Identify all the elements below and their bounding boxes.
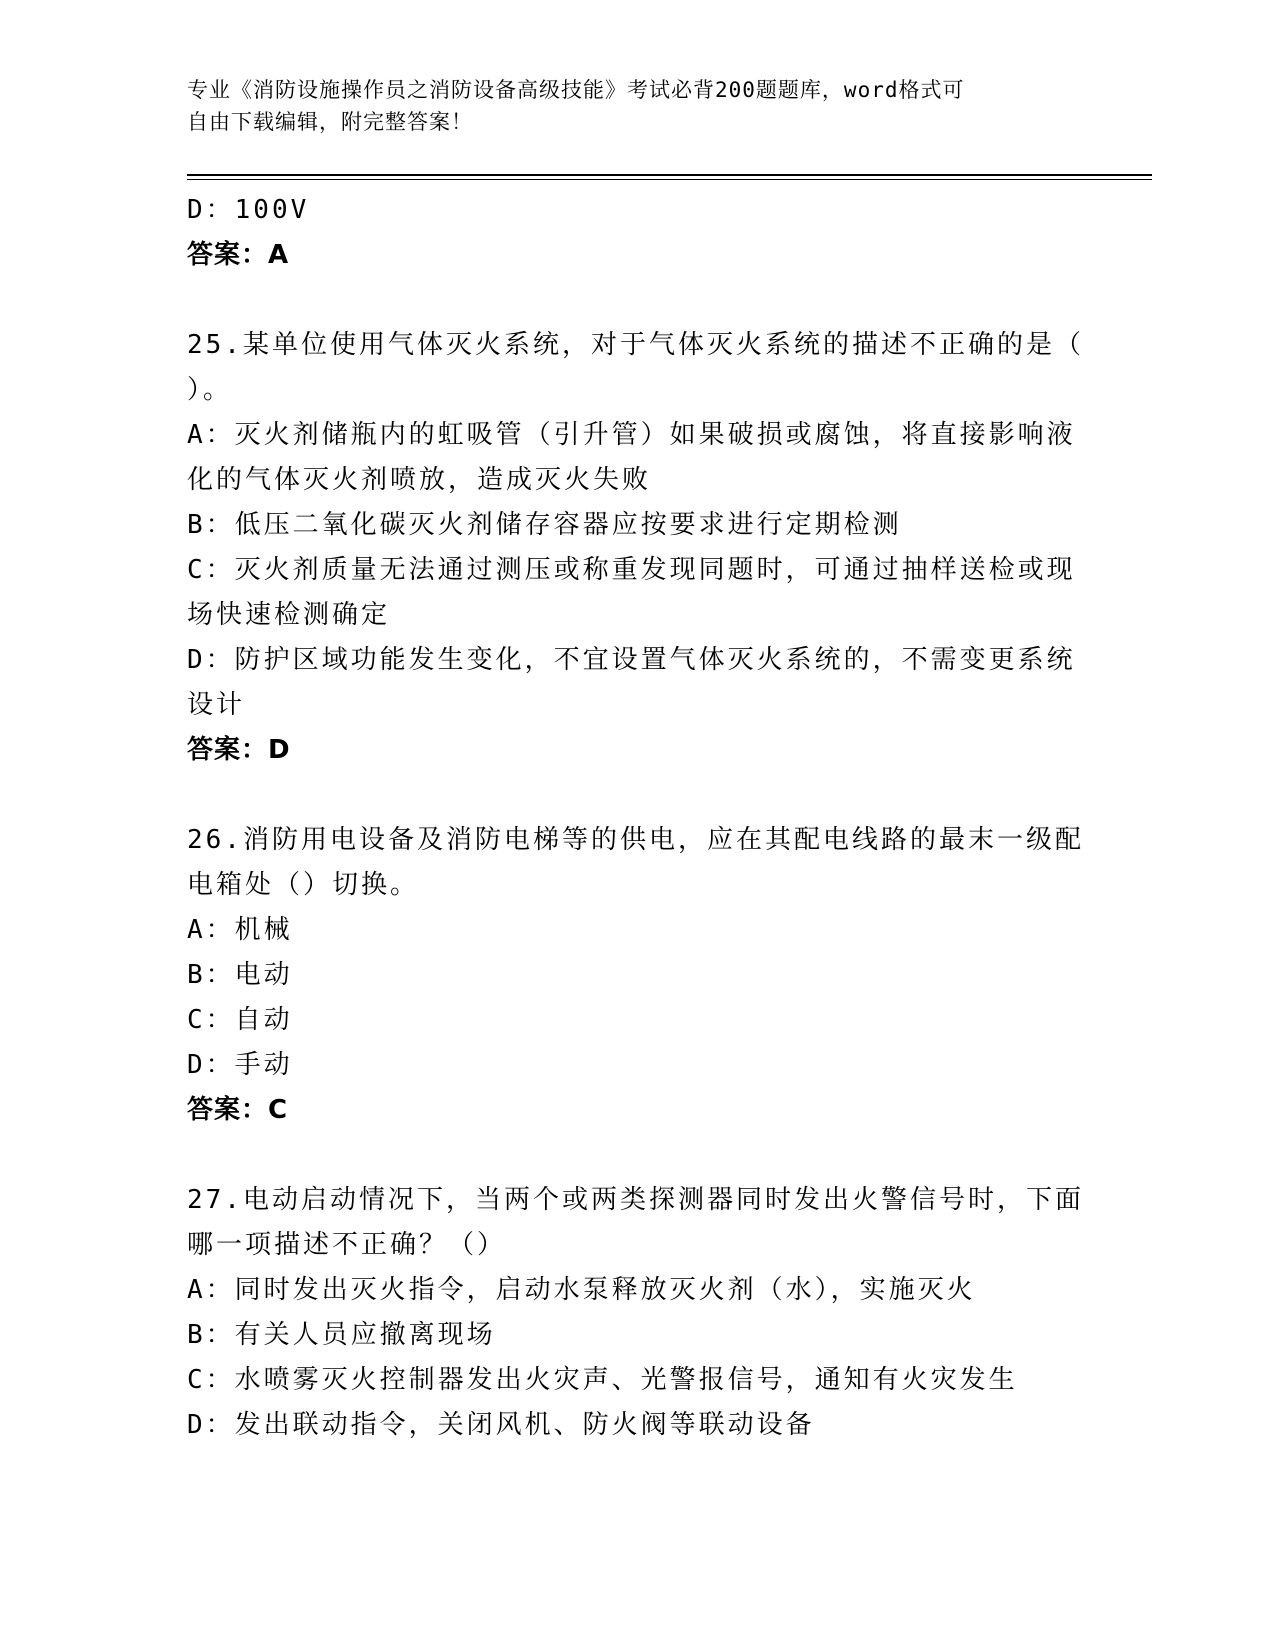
header-line-2: 自由下载编辑，附完整答案！ xyxy=(187,110,473,134)
option-d: D：防护区域功能发生变化，不宜设置气体灭火系统的，不需变更系统 xyxy=(187,645,1076,675)
document-body xyxy=(187,188,1084,1448)
question-stem-cont: ）。 xyxy=(187,375,233,405)
question-stem-cont: 哪一项描述不正确？（） xyxy=(187,1230,507,1260)
question-27 xyxy=(187,1178,1084,1448)
spacer xyxy=(187,773,1067,818)
question-25 xyxy=(187,323,1084,773)
option-c: C：水喷雾灭火控制器发出火灾声、光警报信号，通知有火灾发生 xyxy=(187,1365,1018,1395)
answer-line: 答案：C xyxy=(187,1095,289,1125)
option-c: C：自动 xyxy=(187,1005,293,1035)
header-divider-thin xyxy=(187,179,1152,180)
option-a: A：机械 xyxy=(187,915,293,945)
spacer xyxy=(187,1133,1067,1178)
option-a: A：同时发出灭火指令，启动水泵释放灭火剂（水），实施灭火 xyxy=(187,1275,976,1305)
answer-line: 答案：D xyxy=(187,735,291,765)
header-line-1: 专业《消防设施操作员之消防设备高级技能》考试必背200题题库，word格式可 xyxy=(187,78,965,102)
option-c: C：灭火剂质量无法通过测压或称重发现同题时，可通过抽样送检或现 xyxy=(187,555,1076,585)
spacer xyxy=(187,278,1067,323)
option-c-cont: 场快速检测确定 xyxy=(187,600,391,630)
option-b: B：电动 xyxy=(187,960,293,990)
question-stem: 26.消防用电设备及消防电梯等的供电，应在其配电线路的最末一级配 xyxy=(187,825,1084,855)
header-divider-thick xyxy=(187,174,1152,176)
question-stem: 25.某单位使用气体灭火系统，对于气体灭火系统的描述不正确的是（ xyxy=(187,330,1084,360)
answer-line: 答案：A xyxy=(187,240,290,270)
option-d: D：发出联动指令，关闭风机、防火阀等联动设备 xyxy=(187,1410,815,1440)
question-stem: 27.电动启动情况下，当两个或两类探测器同时发出火警信号时，下面 xyxy=(187,1185,1084,1215)
option-b: B：有关人员应撤离现场 xyxy=(187,1320,496,1350)
option-d: D：100V xyxy=(187,195,310,225)
question-stem-cont: 电箱处（）切换。 xyxy=(187,870,420,900)
document-header xyxy=(187,74,1067,138)
question-26 xyxy=(187,818,1084,1133)
option-a: A：灭火剂储瓶内的虹吸管（引升管）如果破损或腐蚀，将直接影响液 xyxy=(187,420,1076,450)
option-d-cont: 设计 xyxy=(187,690,246,720)
option-a-cont: 化的气体灭火剂喷放，造成灭火失败 xyxy=(187,465,652,495)
option-b: B：低压二氧化碳灭火剂储存容器应按要求进行定期检测 xyxy=(187,510,902,540)
previous-question-tail xyxy=(187,188,1067,278)
option-d: D：手动 xyxy=(187,1050,293,1080)
